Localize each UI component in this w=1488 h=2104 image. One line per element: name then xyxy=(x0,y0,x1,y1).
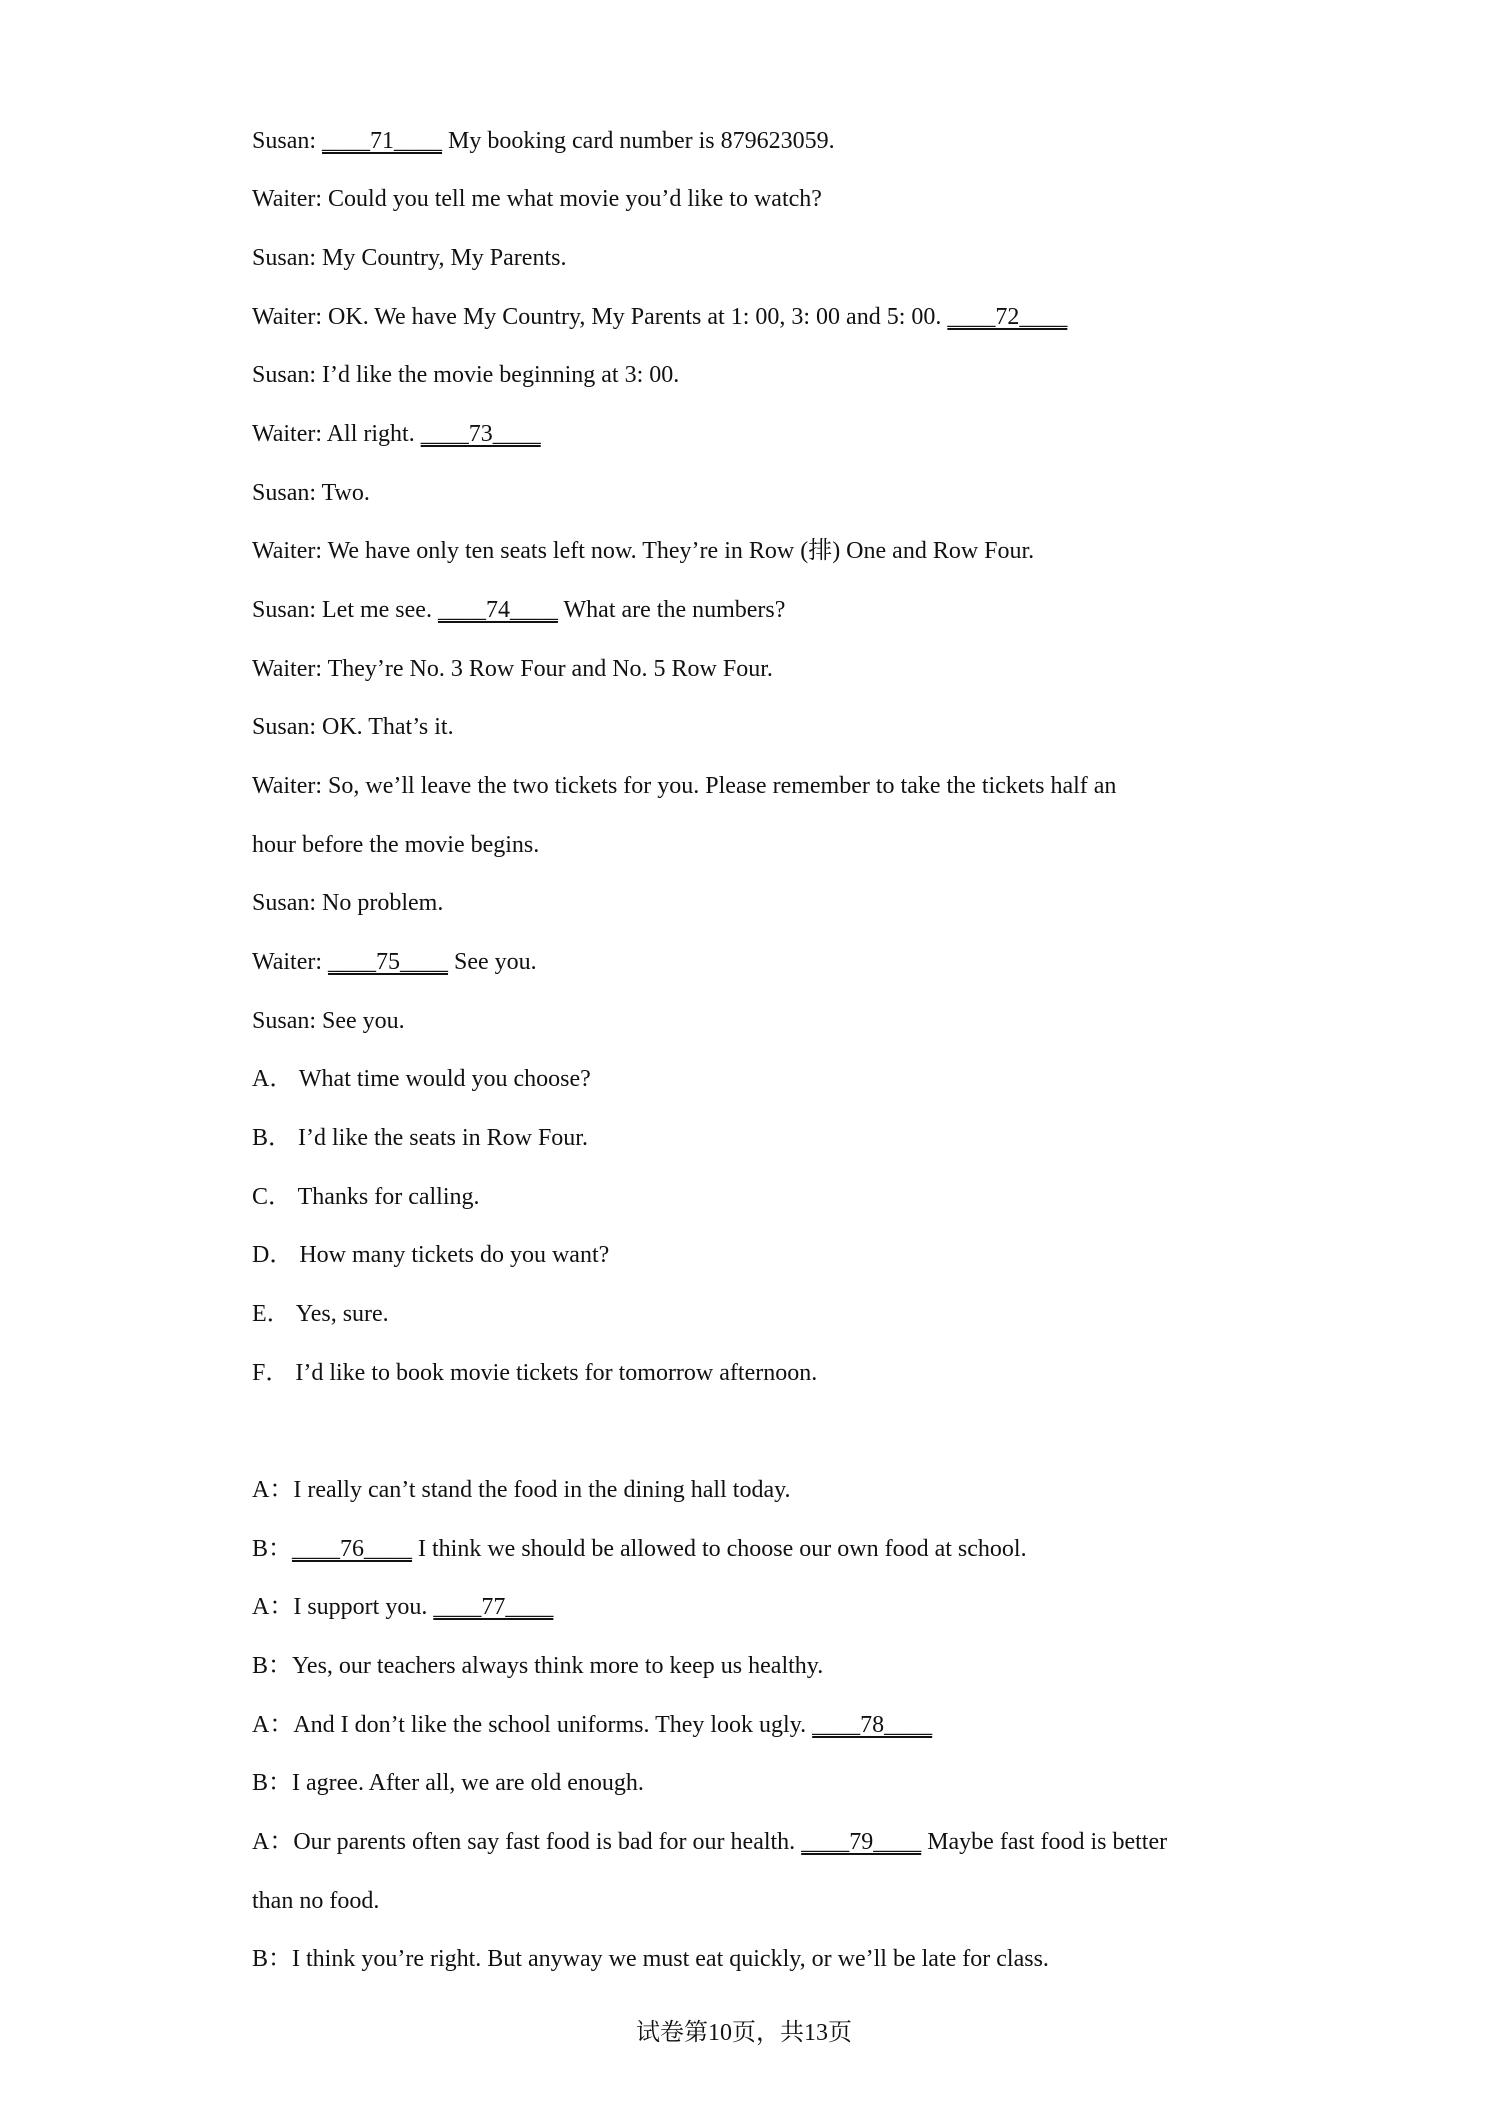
answer-blank: ____72____ xyxy=(947,304,1068,330)
dialogue-line xyxy=(252,1827,1167,1857)
line-text: Susan: My Country, My Parents. xyxy=(252,245,567,271)
dialogue-line xyxy=(252,654,773,684)
line-text: Susan: Two. xyxy=(252,480,370,506)
dialogue-line xyxy=(252,302,1067,332)
dialogue-line xyxy=(252,536,1034,566)
dialogue-line xyxy=(252,360,679,390)
dialogue-line xyxy=(252,1592,553,1622)
option-b: B． I’d like the seats in Row Four. xyxy=(252,1125,588,1151)
line-text: Susan: xyxy=(252,128,323,154)
answer-blank: ____77____ xyxy=(433,1594,554,1620)
line-text: than no food. xyxy=(252,1888,380,1914)
line-text: A：I support you. xyxy=(252,1594,434,1620)
dialogue-line xyxy=(252,1475,791,1505)
line-text: My booking card number is 879623059. xyxy=(442,128,835,154)
dialogue-line xyxy=(252,1534,1027,1564)
line-text: A：Our parents often say fast food is bad for our health. xyxy=(252,1829,802,1855)
line-text: Susan: Let me see. xyxy=(252,597,438,623)
line-text: Susan: I’d like the movie beginning at 3: 00. xyxy=(252,362,680,388)
line-text: B：I agree. After all, we are old enough. xyxy=(252,1770,644,1796)
dialogue-line xyxy=(252,478,370,508)
dialogue-line xyxy=(252,1651,823,1681)
line-text: Susan: OK. That’s it. xyxy=(252,714,454,740)
dialogue-line xyxy=(252,595,785,625)
line-text: Waiter: All right. xyxy=(252,421,421,447)
dialogue-line xyxy=(252,888,443,918)
dialogue-line xyxy=(252,1944,1049,1974)
dialogue-line xyxy=(252,126,835,156)
line-text: Waiter: We have only ten seats left now. They’re in Row (排) One and Row Four. xyxy=(252,538,1035,564)
option-d: D． How many tickets do you want? xyxy=(252,1242,610,1268)
option-e: E． Yes, sure. xyxy=(252,1301,389,1327)
dialogue-line xyxy=(252,419,541,449)
option-c: C． Thanks for calling. xyxy=(252,1184,480,1210)
line-text: Waiter: xyxy=(252,949,329,975)
line-text: See you. xyxy=(448,949,537,975)
answer-blank: ____79____ xyxy=(801,1829,922,1855)
line-text: Susan: No problem. xyxy=(252,890,444,916)
line-text: What are the numbers? xyxy=(557,597,786,623)
line-text: Waiter: OK. We have My Country, My Parents at 1: 00, 3: 00 and 5: 00. xyxy=(252,304,948,330)
option-f: F． I’d like to book movie tickets for tomorrow afternoon. xyxy=(252,1360,818,1386)
dialogue-line xyxy=(252,1710,932,1740)
line-text: B：Yes, our teachers always think more to keep us healthy. xyxy=(252,1653,824,1679)
line-text: I think we should be allowed to choose our own food at school. xyxy=(412,1536,1027,1562)
line-text: A：And I don’t like the school uniforms. They look ugly. xyxy=(252,1712,813,1738)
line-text: Maybe fast food is better xyxy=(921,1829,1168,1855)
line-text: B：I think you’re right. But anyway we must eat quickly, or we’ll be late for class. xyxy=(252,1946,1049,1972)
dialogue-line xyxy=(252,1006,405,1036)
answer-blank: ____76____ xyxy=(292,1536,413,1562)
answer-blank: ____74____ xyxy=(437,597,558,623)
dialogue-line xyxy=(252,947,537,977)
dialogue-line xyxy=(252,712,454,742)
dialogue-line xyxy=(252,184,822,214)
dialogue-line xyxy=(252,1886,379,1916)
answer-blank: ____75____ xyxy=(328,949,449,975)
answer-blank: ____71____ xyxy=(322,128,443,154)
answer-blank: ____78____ xyxy=(812,1712,933,1738)
line-text: Waiter: They’re No. 3 Row Four and No. 5 Row Four. xyxy=(252,656,773,682)
line-text: hour before the movie begins. xyxy=(252,832,540,858)
line-text: Susan: See you. xyxy=(252,1008,405,1034)
dialogue-line xyxy=(252,771,1116,801)
dialogue-line xyxy=(252,243,566,273)
dialogue-line xyxy=(252,830,539,860)
line-text: Waiter: Could you tell me what movie you’d like to watch? xyxy=(252,186,822,212)
answer-blank: ____73____ xyxy=(420,421,541,447)
line-text: A：I really can’t stand the food in the dining hall today. xyxy=(252,1477,791,1503)
option-a: A． What time would you choose? xyxy=(252,1066,591,1092)
line-text: B： xyxy=(252,1536,293,1562)
dialogue-line xyxy=(252,1768,644,1798)
page-footer: 试卷第10页，共13页 xyxy=(636,2020,852,2046)
line-text: Waiter: So, we’ll leave the two tickets for you. Please remember to take the tickets half an xyxy=(252,773,1117,799)
